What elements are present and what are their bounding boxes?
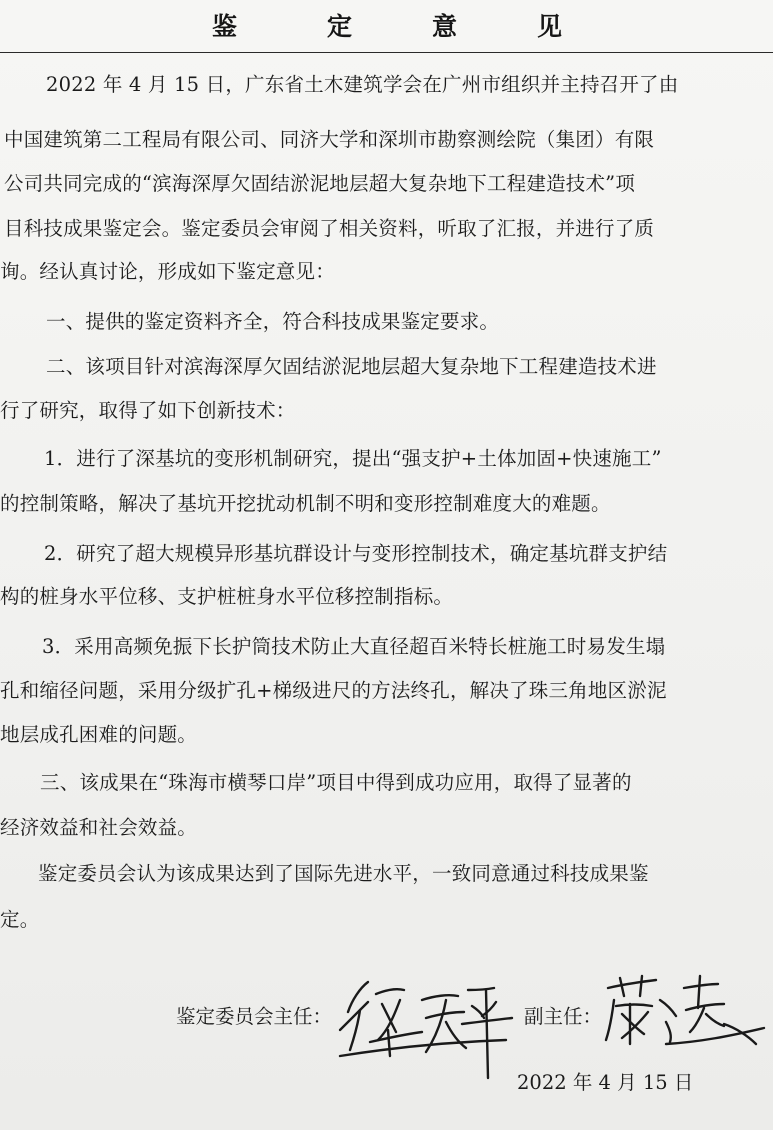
paragraph-line: 3．采用高频免振下长护筒技术防止大直径超百米特长桩施工时易发生塌 — [42, 635, 666, 658]
paragraph-line: 定。 — [0, 908, 40, 931]
chair-label: 鉴定委员会主任： — [176, 1005, 333, 1028]
title-char-2: 定 — [327, 12, 353, 41]
chair-signature — [330, 960, 520, 1090]
paragraph-line: 2022 年 4 月 15 日，广东省土木建筑学会在广州市组织并主持召开了由 — [46, 73, 679, 96]
paragraph-line: 鉴定委员会认为该成果达到了国际先进水平，一致同意通过科技成果鉴 — [38, 862, 649, 885]
title-char-1: 鉴 — [212, 12, 238, 41]
paragraph-line: 的控制策略，解决了基坑开挖扰动机制不明和变形控制难度大的难题。 — [0, 492, 611, 515]
paragraph-line: 公司共同完成的“滨海深厚欠固结淤泥地层超大复杂地下工程建造技术”项 — [4, 172, 636, 195]
page-title — [0, 10, 773, 44]
paragraph-line: 询。经认真讨论，形成如下鉴定意见： — [0, 260, 335, 283]
paragraph-line: 构的桩身水平位移、支护桩桩身水平位移控制指标。 — [0, 585, 454, 608]
paragraph-line: 中国建筑第二工程局有限公司、同济大学和深圳市勘察测绘院（集团）有限 — [4, 128, 655, 151]
signing-date: 2022 年 4 月 15 日 — [517, 1071, 694, 1094]
paragraph-line: 目科技成果鉴定会。鉴定委员会审阅了相关资料，听取了汇报，并进行了质 — [4, 217, 655, 240]
paragraph-line: 地层成孔困难的问题。 — [0, 723, 198, 746]
vice-chair-label: 副主任： — [524, 1005, 603, 1028]
paragraph-line: 2．研究了超大规模异形基坑群设计与变形控制技术，确定基坑群支护结 — [44, 542, 668, 565]
title-divider — [0, 52, 773, 53]
paragraph-line: 行了研究，取得了如下创新技术： — [0, 399, 296, 422]
title-char-3: 意 — [432, 12, 458, 41]
paragraph-line: 1．进行了深基坑的变形机制研究，提出“强支护+土体加固+快速施工” — [44, 447, 662, 470]
paragraph-line: 二、该项目针对滨海深厚欠固结淤泥地层超大复杂地下工程建造技术进 — [46, 355, 657, 378]
paragraph-line: 经济效益和社会效益。 — [0, 816, 198, 839]
paragraph-line: 三、该成果在“珠海市横琴口岸”项目中得到成功应用，取得了显著的 — [40, 771, 632, 794]
signature-block — [0, 960, 773, 1130]
title-char-4: 见 — [537, 12, 563, 41]
vice-chair-signature — [600, 966, 770, 1066]
paragraph-line: 孔和缩径问题，采用分级扩孔+梯级进尺的方法终孔，解决了珠三角地区淤泥 — [0, 679, 667, 702]
paragraph-line: 一、提供的鉴定资料齐全，符合科技成果鉴定要求。 — [46, 310, 500, 333]
